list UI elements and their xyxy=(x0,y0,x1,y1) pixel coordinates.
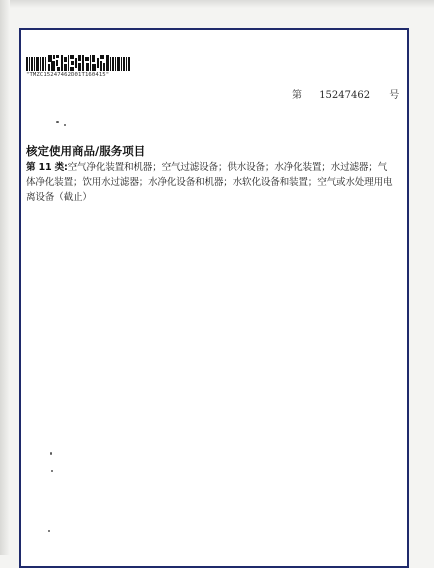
scan-left-edge xyxy=(0,0,10,555)
document-frame xyxy=(19,28,409,568)
scan-speck xyxy=(56,121,59,123)
barcode xyxy=(26,55,136,78)
barcode-caption: "TMZC15247462D01T160415" xyxy=(26,72,110,78)
scan-speck xyxy=(64,124,66,126)
scan-speck xyxy=(48,530,50,532)
approved-goods-list xyxy=(26,160,393,205)
scan-speck xyxy=(50,452,52,455)
class-label: 第 11 类: xyxy=(26,162,68,173)
goods-items: 空气净化装置和机器；空气过滤设备；供水设备；水净化装置；水过滤器；气体净化装置；饮用水过滤器；水净化设备和机器；水软化设备和装置；空气或水处理用电离设备（截止） xyxy=(26,162,393,203)
registration-number xyxy=(292,86,399,101)
scan-top-edge xyxy=(0,0,434,8)
registration-suffix: 号 xyxy=(389,90,400,101)
approved-goods-heading: 核定使用商品/服务项目 xyxy=(26,144,146,158)
registration-prefix: 第 xyxy=(292,90,302,101)
barcode-icon xyxy=(26,55,132,71)
registration-number-value: 15247462 xyxy=(319,90,371,101)
scan-speck xyxy=(51,470,53,472)
